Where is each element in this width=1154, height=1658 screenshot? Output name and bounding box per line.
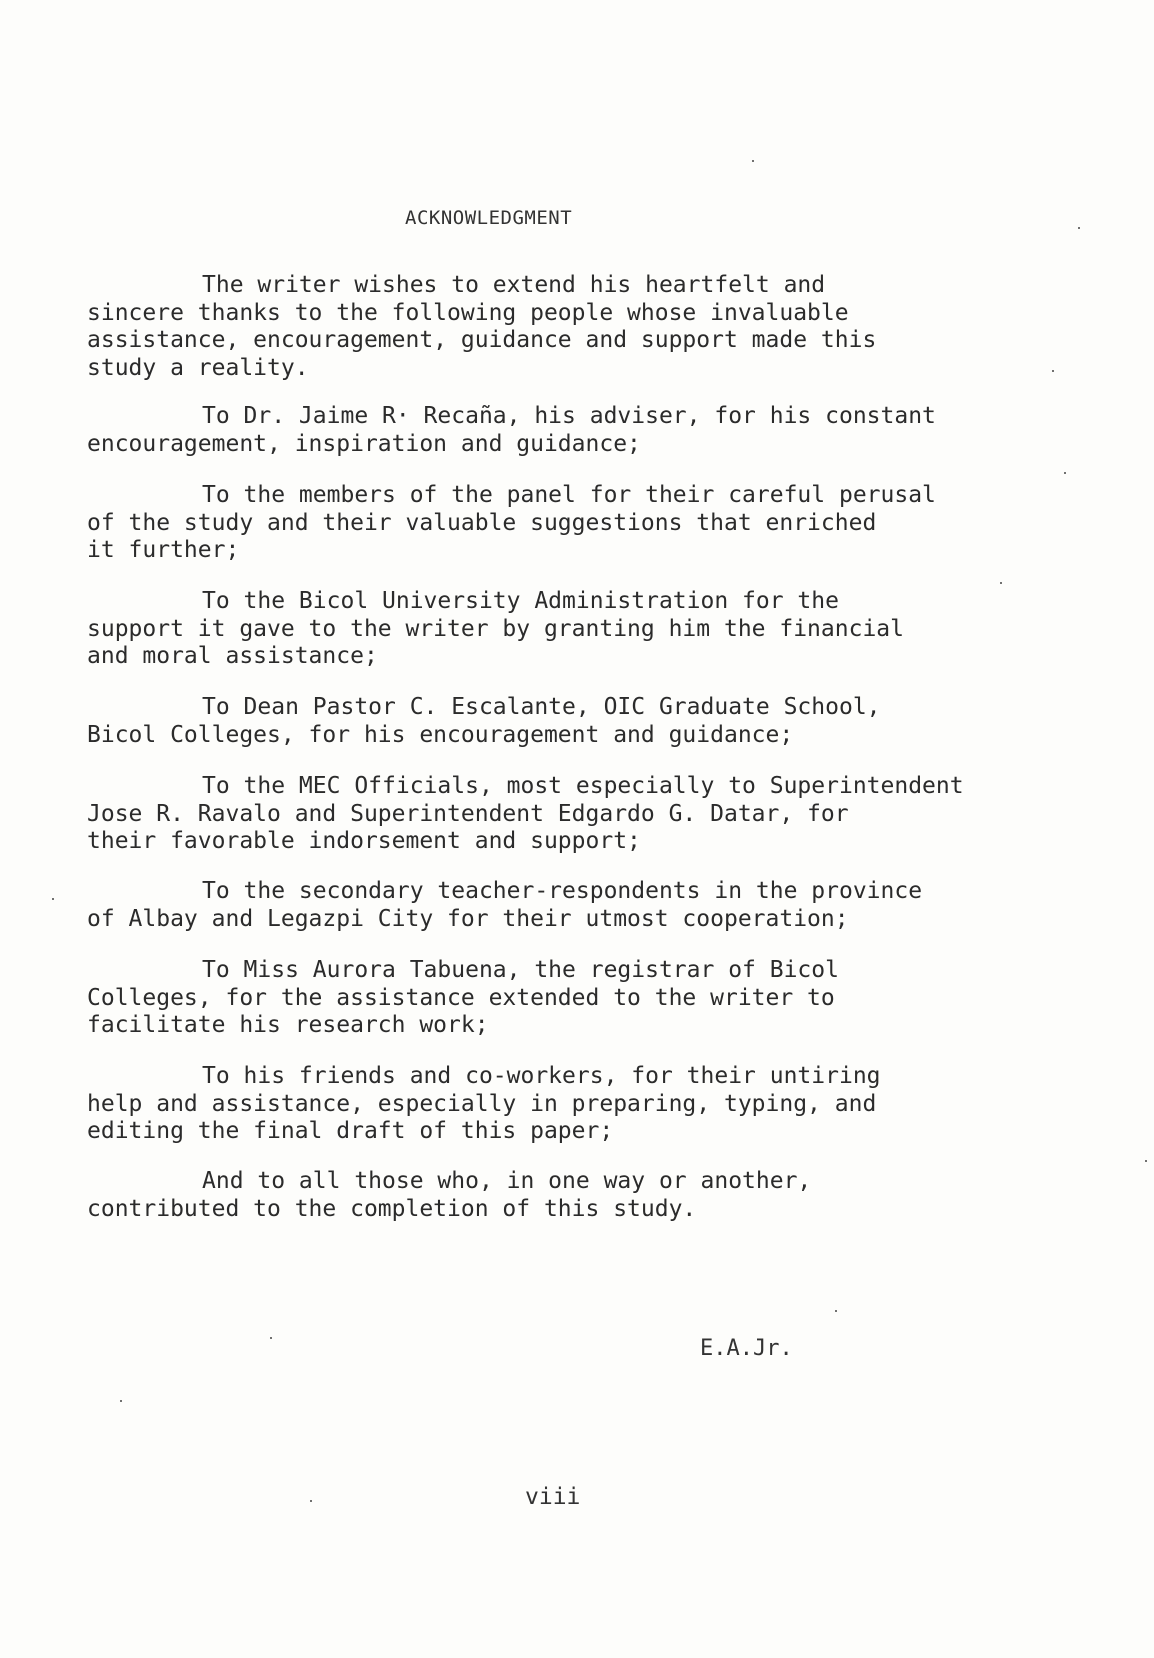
paragraph-panel: [87, 482, 1097, 565]
paragraph-line: Bicol Colleges, for his encouragement and guidance;: [87, 721, 794, 748]
paragraph-line: To the secondary teacher-respondents in the province: [202, 878, 923, 904]
paragraph-line: To the MEC Officials, most especially to Superintendent: [202, 773, 964, 799]
paragraph-line: sincere thanks to the following people whose invaluable: [87, 299, 849, 326]
paragraph-line: and moral assistance;: [87, 643, 378, 669]
paragraph-line: Jose R. Ravalo and Superintendent Edgardo G. Datar, for: [87, 800, 849, 827]
scan-speck: [752, 160, 754, 162]
signature-initials: E.A.Jr.: [700, 1336, 793, 1361]
paragraph-adviser: [87, 403, 1097, 458]
paragraph-line: it further;: [87, 537, 240, 563]
scan-speck: [1064, 472, 1066, 474]
paragraph-mec-officials: [87, 773, 1097, 856]
paragraph-line: encouragement, inspiration and guidance;: [87, 430, 641, 457]
paragraph-closing: [87, 1168, 1097, 1223]
paragraph-line: Colleges, for the assistance extended to the writer to: [87, 984, 835, 1011]
paragraph-line: To Miss Aurora Tabuena, the registrar of Bicol: [202, 957, 839, 983]
paragraph-administration: [87, 588, 1097, 671]
paragraph-line: To Dean Pastor C. Escalante, OIC Graduate School,: [202, 694, 881, 720]
scan-speck: [120, 1400, 122, 1402]
paragraph-line: To the Bicol University Administration for the: [202, 588, 839, 614]
paragraph-registrar: [87, 957, 1097, 1040]
paragraph-line: their favorable indorsement and support;: [87, 828, 641, 854]
paragraph-line: To the members of the panel for their careful perusal: [202, 482, 936, 508]
paragraph-line: of Albay and Legazpi City for their utmost cooperation;: [87, 905, 849, 932]
paragraph-dean: [87, 694, 1097, 749]
paragraph-line: assistance, encouragement, guidance and support made this: [87, 327, 877, 353]
paragraph-line: of the study and their valuable suggestions that enriched: [87, 509, 877, 536]
page-title: ACKNOWLEDGMENT: [405, 207, 573, 229]
paragraph-line: help and assistance, especially in preparing, typing, and: [87, 1090, 877, 1117]
scan-speck: [310, 1500, 312, 1502]
paragraph-line: The writer wishes to extend his heartfelt and: [202, 272, 826, 298]
paragraph-line: support it gave to the writer by granting him the financial: [87, 615, 904, 642]
page-number: viii: [525, 1484, 581, 1510]
paragraph-line: facilitate his research work;: [87, 1012, 489, 1038]
scan-speck: [1145, 1160, 1147, 1162]
scan-speck: [1000, 582, 1002, 584]
scan-speck: [1052, 370, 1054, 372]
scan-speck: [835, 1310, 837, 1312]
scan-speck: [1078, 227, 1080, 229]
paragraph-friends: [87, 1063, 1097, 1146]
paragraph-line: contributed to the completion of this study.: [87, 1195, 697, 1222]
scan-speck: [270, 1337, 272, 1339]
paragraph-line: To his friends and co-workers, for their untiring: [202, 1063, 881, 1089]
paragraph-respondents: [87, 878, 1097, 933]
scan-speck: [52, 898, 54, 900]
paragraph-intro: [87, 272, 1097, 382]
paragraph-line: editing the final draft of this paper;: [87, 1118, 614, 1144]
paragraph-line: To Dr. Jaime R· Recaña, his adviser, for his constant: [202, 403, 936, 429]
paragraph-line: And to all those who, in one way or another,: [202, 1168, 812, 1194]
paragraph-line: study a reality.: [87, 354, 309, 381]
